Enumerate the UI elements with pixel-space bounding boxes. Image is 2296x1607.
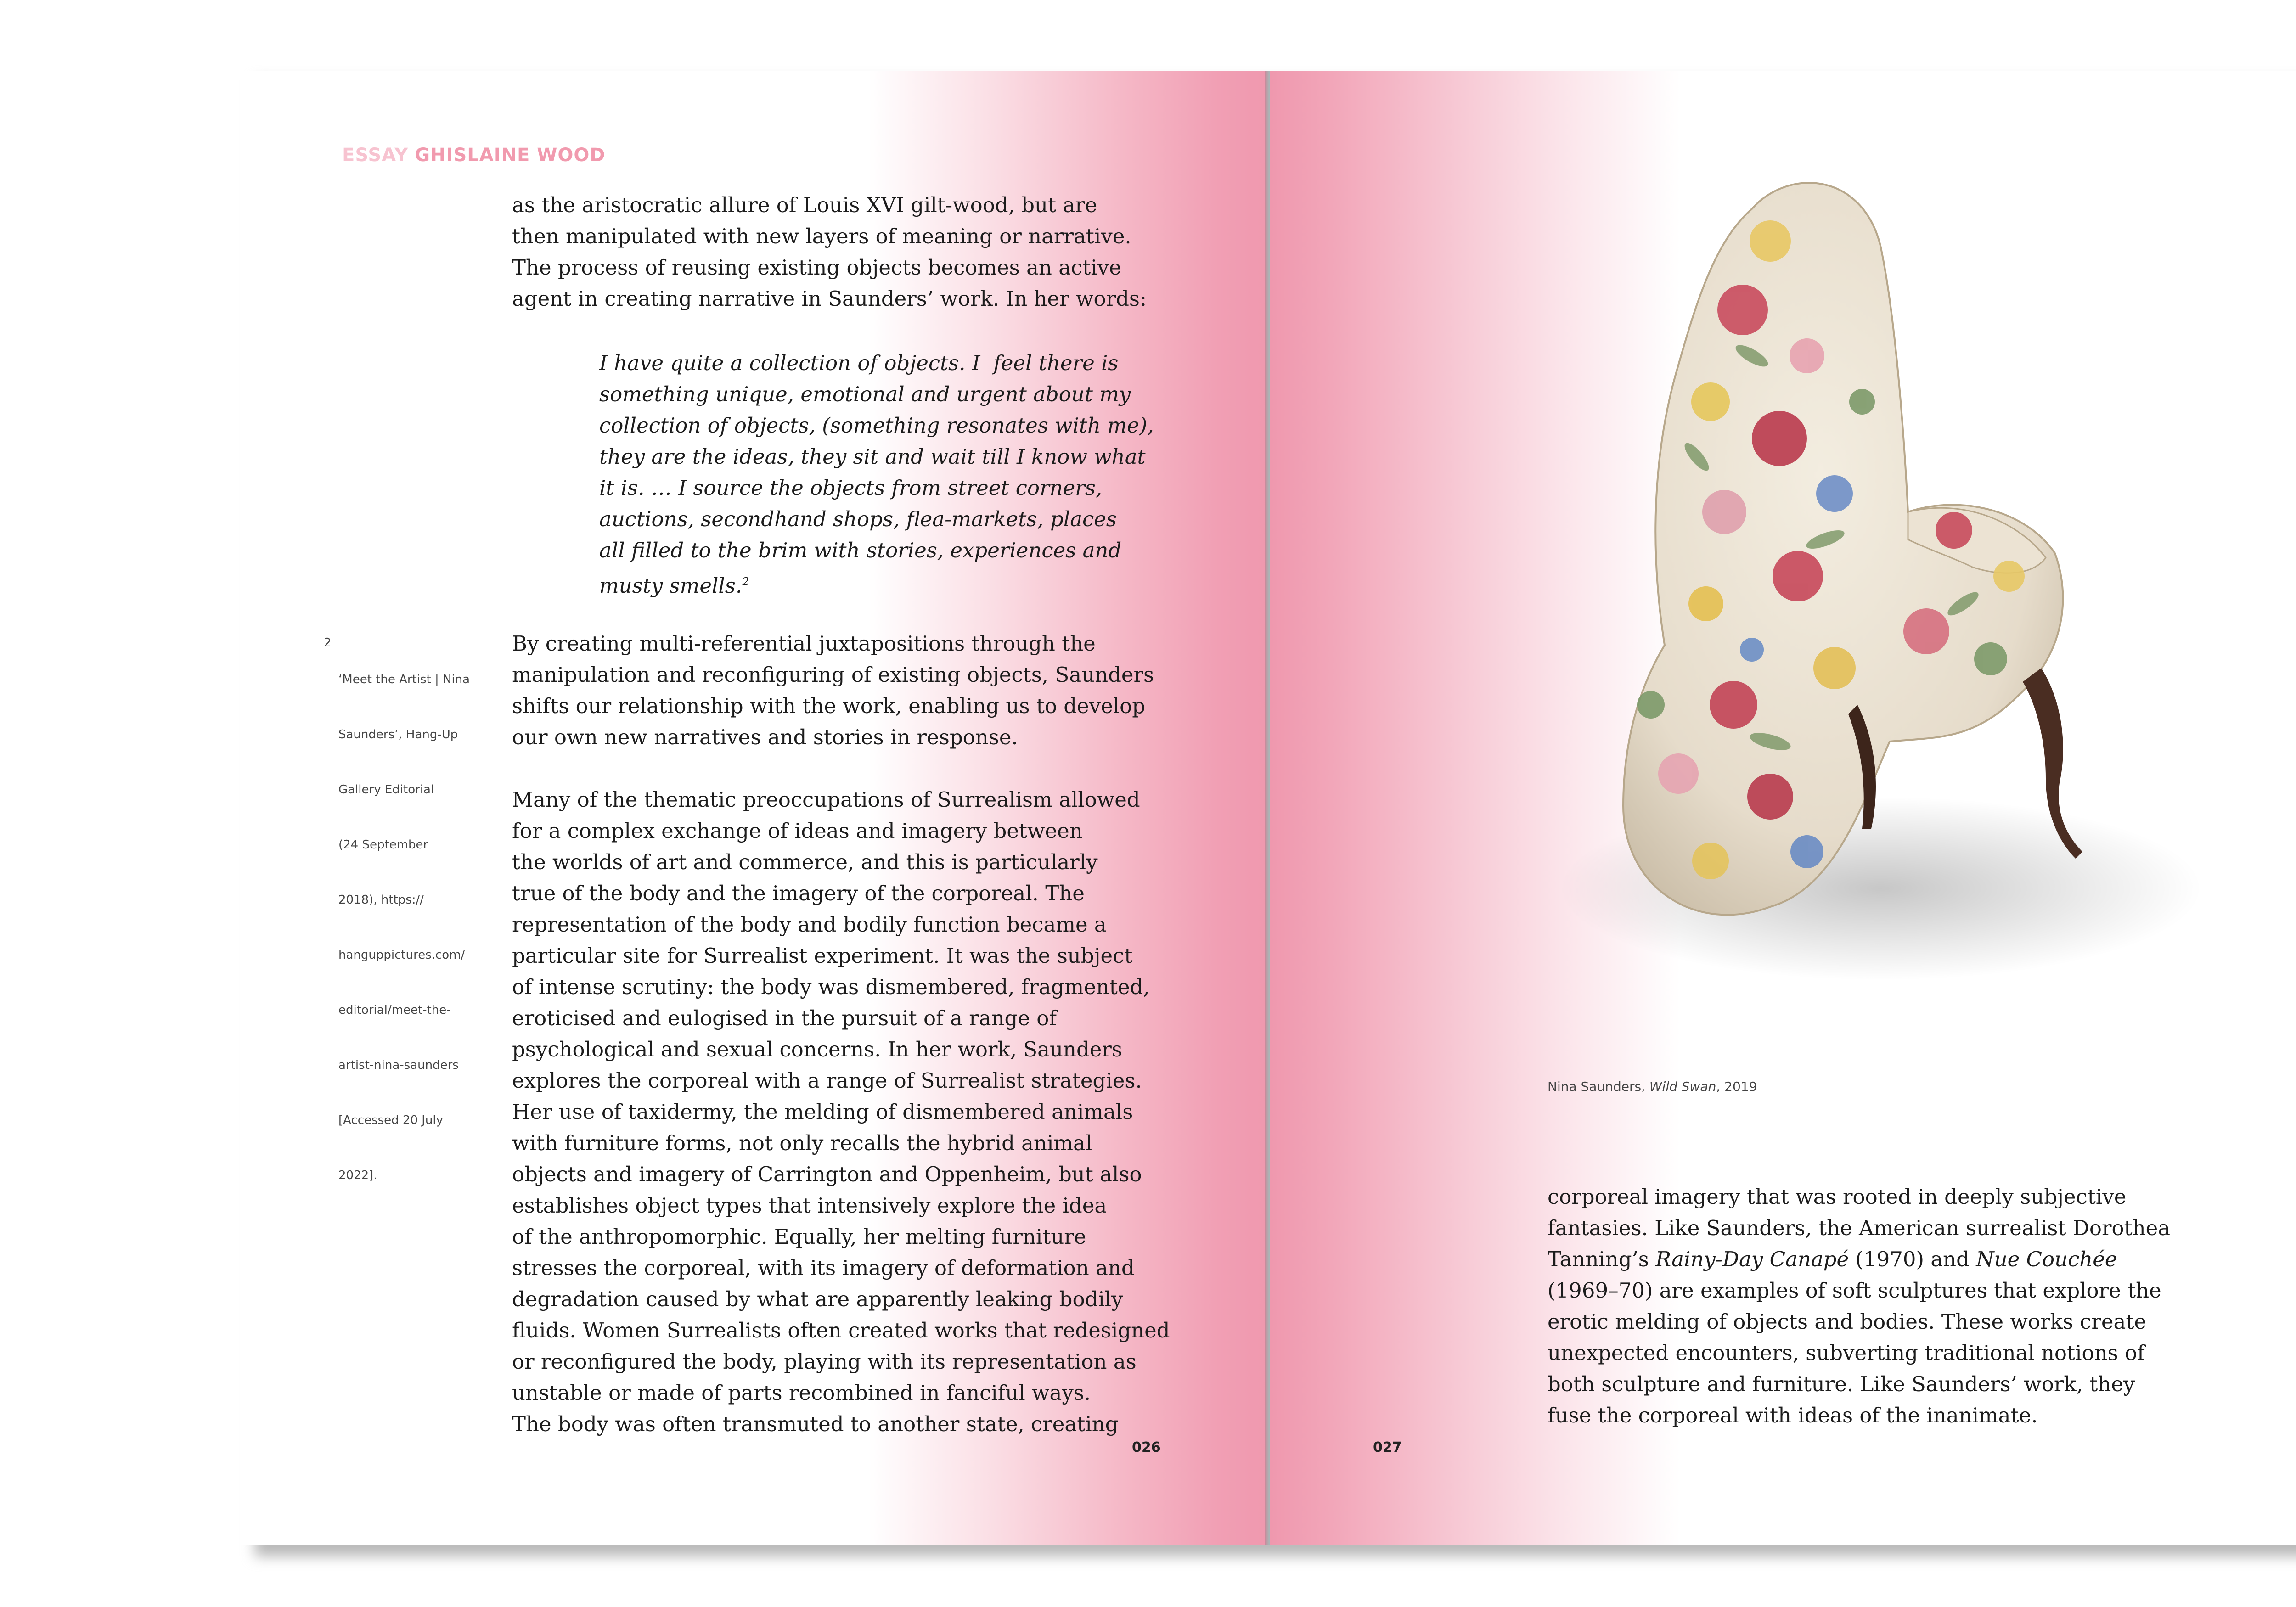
text-line: By creating multi-referential juxtapositions through the xyxy=(512,631,1096,656)
text-line xyxy=(1548,1244,2170,1275)
text-line: particular site for Surrealist experiment. It was the subject xyxy=(512,944,1133,968)
text-line: of the anthropomorphic. Equally, her melting furniture xyxy=(512,1225,1086,1249)
text-line: explores the corporeal with a range of Surrealist strategies. xyxy=(512,1068,1142,1093)
quote-line: all filled to the brim with stories, experiences and xyxy=(599,538,1122,562)
text-line: shifts our relationship with the work, enabling us to develop xyxy=(512,694,1146,718)
text-line: establishes object types that intensively explore the idea xyxy=(512,1193,1107,1218)
footnote-line: editorial/meet-the- xyxy=(338,1003,451,1017)
text-line: or reconfigured the body, playing with its representation as xyxy=(512,1349,1137,1374)
paragraph-surrealism xyxy=(512,784,1170,1440)
artwork-title: Nue Couchée xyxy=(1976,1247,2117,1271)
text-line: corporeal imagery that was rooted in deeply subjective xyxy=(1548,1185,2127,1209)
text-line: The body was often transmuted to another state, creating xyxy=(512,1412,1119,1436)
running-head xyxy=(342,145,606,166)
intro-paragraph xyxy=(512,190,1147,315)
left-page xyxy=(241,71,1270,1545)
footnote-line: artist-nina-saunders xyxy=(338,1058,459,1072)
text-line: for a complex exchange of ideas and imagery between xyxy=(512,819,1083,843)
text-line: true of the body and the imagery of the corporeal. The xyxy=(512,881,1085,905)
text-line: then manipulated with new layers of meaning or narrative. xyxy=(512,224,1131,248)
footnote-line: 2018), https:// xyxy=(338,893,424,907)
footnote-line: ‘Meet the Artist | Nina xyxy=(338,673,470,686)
quote-line: it is. … I source the objects from street corners, xyxy=(599,476,1103,500)
caption-artist: Nina Saunders, xyxy=(1548,1079,1645,1094)
footnote-line: (24 September xyxy=(338,838,428,852)
text-line: as the aristocratic allure of Louis XVI gilt-wood, but are xyxy=(512,193,1097,217)
text-line: Many of the thematic preoccupations of Surrealism allowed xyxy=(512,787,1140,812)
page-number-left: 026 xyxy=(1132,1439,1161,1455)
text-line: The process of reusing existing objects becomes an active xyxy=(512,255,1121,280)
footnote-line: hanguppictures.com/ xyxy=(338,948,465,962)
text-line: objects and imagery of Carrington and Oppenheim, but also xyxy=(512,1162,1142,1186)
text-line: degradation caused by what are apparently leaking bodily xyxy=(512,1287,1123,1311)
footnote-number: 2 xyxy=(324,636,332,650)
running-head-author: GHISLAINE WOOD xyxy=(415,145,606,166)
right-page xyxy=(1270,71,2296,1545)
block-quote xyxy=(599,348,1154,601)
text-line: with furniture forms, not only recalls the hybrid animal xyxy=(512,1131,1092,1155)
artwork-title: Rainy-Day Canapé xyxy=(1655,1247,1849,1271)
text-line: eroticised and eulogised in the pursuit of a range of xyxy=(512,1006,1057,1030)
quote-line: they are the ideas, they sit and wait till I know what xyxy=(599,444,1146,469)
text-line: our own new narratives and stories in response. xyxy=(512,725,1018,749)
text-line: both sculpture and furniture. Like Saunders’ work, they xyxy=(1548,1372,2135,1396)
footnote-reference: 2 xyxy=(742,575,749,588)
paragraph-juxtapositions xyxy=(512,628,1154,753)
text-line: erotic melding of objects and bodies. These works create xyxy=(1548,1309,2147,1334)
text-line: unexpected encounters, subverting traditional notions of xyxy=(1548,1341,2145,1365)
running-head-section: ESSAY xyxy=(342,145,409,166)
text-line: (1969–70) are examples of soft sculptures that explore the xyxy=(1548,1278,2161,1303)
footnote-line: Gallery Editorial xyxy=(338,783,434,797)
text-line: fluids. Women Surrealists often created works that redesigned xyxy=(512,1318,1170,1343)
caption-year: , 2019 xyxy=(1716,1079,1757,1094)
caption-title: Wild Swan xyxy=(1649,1079,1716,1094)
page-number-right: 027 xyxy=(1373,1439,1402,1455)
paragraph-corporeal xyxy=(1548,1181,2170,1431)
quote-line: collection of objects, (something resonates with me), xyxy=(599,413,1154,438)
footnote-line: Saunders’, Hang-Up xyxy=(338,728,458,742)
text-line: representation of the body and bodily function became a xyxy=(512,912,1107,937)
text-line: fuse the corporeal with ideas of the inanimate. xyxy=(1548,1403,2038,1427)
quote-line xyxy=(599,566,1154,601)
text-line: fantasies. Like Saunders, the American surrealist Dorothea xyxy=(1548,1216,2171,1240)
image-caption xyxy=(1548,1079,1757,1094)
text-line: Her use of taxidermy, the melding of dismembered animals xyxy=(512,1100,1133,1124)
quote-last-line-text: musty smells. xyxy=(599,573,743,598)
text-line: agent in creating narrative in Saunders’ work. In her words: xyxy=(512,287,1147,311)
text-line: stresses the corporeal, with its imagery of deformation and xyxy=(512,1256,1135,1280)
text-line: of intense scrutiny: the body was dismembered, fragmented, xyxy=(512,975,1150,999)
footnote-text xyxy=(338,634,470,1221)
text-line: unstable or made of parts recombined in fanciful ways. xyxy=(512,1381,1091,1405)
quote-line: something unique, emotional and urgent about my xyxy=(599,382,1131,406)
quote-line: auctions, secondhand shops, flea-markets, places xyxy=(599,507,1117,531)
footnote-line: [Accessed 20 July xyxy=(338,1113,444,1127)
text-line: manipulation and reconfiguring of existing objects, Saunders xyxy=(512,663,1154,687)
quote-line: I have quite a collection of objects. I feel there is xyxy=(599,351,1119,375)
text-segment: (1970) and xyxy=(1849,1247,1976,1271)
text-segment: Tanning’s xyxy=(1548,1247,1656,1271)
text-line: psychological and sexual concerns. In her work, Saunders xyxy=(512,1037,1122,1062)
text-line: the worlds of art and commerce, and this is particularly xyxy=(512,850,1098,874)
armchair-photo xyxy=(1513,163,2225,1058)
footnote-line: 2022]. xyxy=(338,1169,377,1182)
